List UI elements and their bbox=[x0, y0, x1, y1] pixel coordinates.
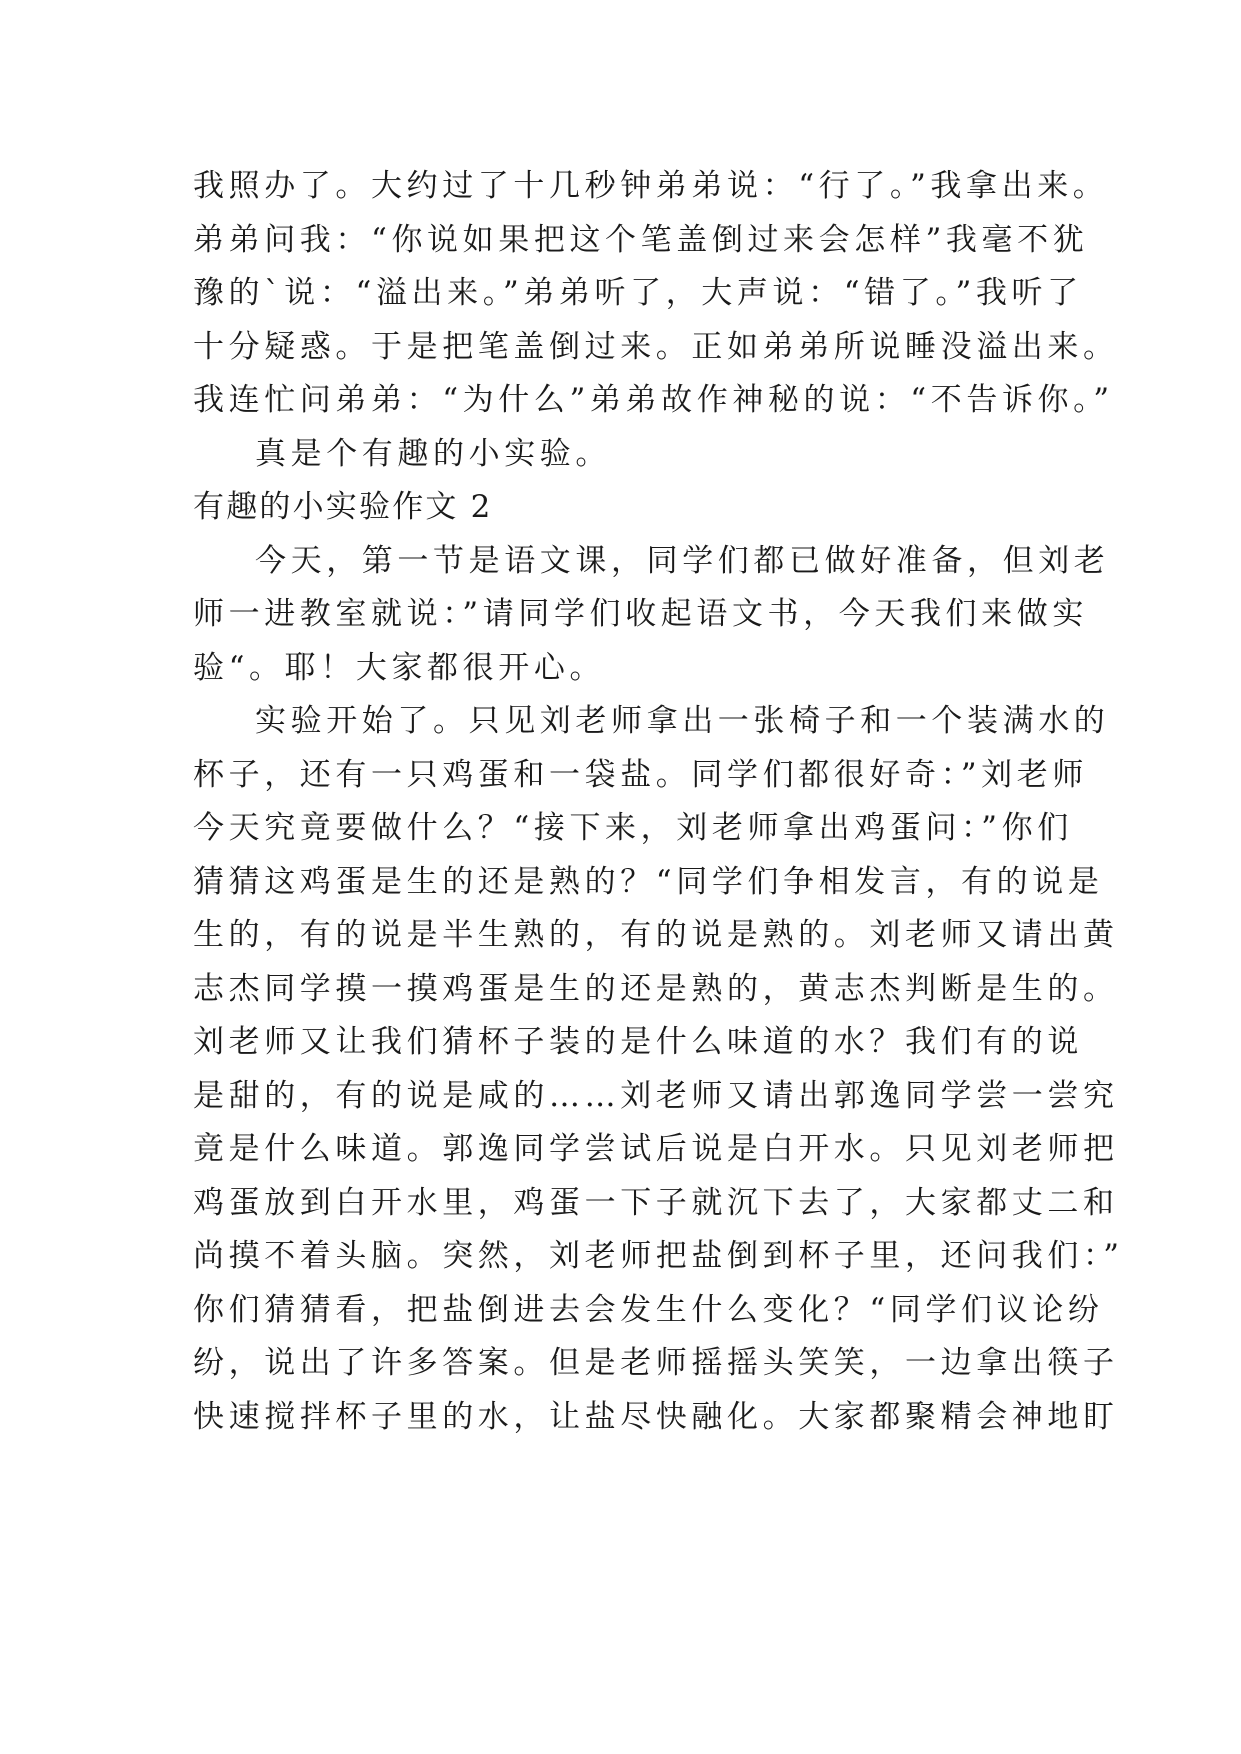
paragraph-line: 志杰同学摸一摸鸡蛋是生的还是熟的，黄志杰判断是生的。 bbox=[193, 970, 1119, 1007]
paragraph-line: 你们猜猜看，把盐倒进去会发生什么变化？“同学们议论纷 bbox=[193, 1291, 1104, 1328]
essay-text bbox=[193, 160, 1124, 1444]
paragraph-line: 今天，第一节是语文课，同学们都已做好准备，但刘老 bbox=[255, 542, 1110, 579]
paragraph-line: 生的，有的说是半生熟的，有的说是熟的。刘老师又请出黄 bbox=[193, 917, 1119, 953]
paragraph-line: 鸡蛋放到白开水里，鸡蛋一下子就沉下去了，大家都丈二和 bbox=[193, 1184, 1119, 1221]
paragraph-line: 是甜的，有的说是咸的……刘老师又请出郭逸同学尝一尝究 bbox=[193, 1077, 1119, 1114]
paragraph-line: 验“。耶！大家都很开心。 bbox=[193, 649, 606, 686]
paragraph-line: 竟是什么味道。郭逸同学尝试后说是白开水。只见刘老师把 bbox=[193, 1131, 1119, 1167]
paragraph-line: 纷，说出了许多答案。但是老师摇摇头笑笑，一边拿出筷子 bbox=[193, 1345, 1119, 1381]
paragraph-line: 真是个有趣的小实验。 bbox=[255, 435, 611, 472]
paragraph-line: 猜猜这鸡蛋是生的还是熟的？“同学们争相发言，有的说是 bbox=[193, 863, 1104, 900]
paragraph-line: 弟弟问我：“你说如果把这个笔盖倒过来会怎样”我毫不犹 bbox=[193, 221, 1089, 258]
paragraph-line: 刘老师又让我们猜杯子装的是什么味道的水？我们有的说 bbox=[193, 1024, 1083, 1060]
paragraph-line: 豫的`说：“溢出来。”弟弟听了，大声说：“错了。”我听了 bbox=[193, 275, 1083, 311]
paragraph-line: 十分疑惑。于是把笔盖倒过来。正如弟弟所说睡没溢出来。 bbox=[193, 328, 1119, 365]
paragraph-line: 今天究竟要做什么？“接下来，刘老师拿出鸡蛋问：”你们 bbox=[193, 810, 1073, 846]
section-heading: 有趣的小实验作文 2 bbox=[193, 489, 493, 525]
paragraph-line: 实验开始了。只见刘老师拿出一张椅子和一个装满水的 bbox=[255, 703, 1110, 739]
paragraph-line: 尚摸不着头脑。突然，刘老师把盐倒到杯子里，还问我们：” bbox=[193, 1238, 1124, 1274]
paragraph-line: 快速搅拌杯子里的水，让盐尽快融化。大家都聚精会神地盯 bbox=[193, 1398, 1119, 1435]
paragraph-line: 师一进教室就说：”请同学们收起语文书，今天我们来做实 bbox=[193, 596, 1088, 632]
paragraph-line: 我连忙问弟弟：“为什么”弟弟故作神秘的说：“不告诉你。” bbox=[193, 382, 1114, 418]
paragraph-line: 杯子，还有一只鸡蛋和一袋盐。同学们都很好奇：”刘老师 bbox=[193, 756, 1088, 793]
paragraph-line: 我照办了。大约过了十几秒钟弟弟说：“行了。”我拿出来。 bbox=[193, 168, 1109, 204]
